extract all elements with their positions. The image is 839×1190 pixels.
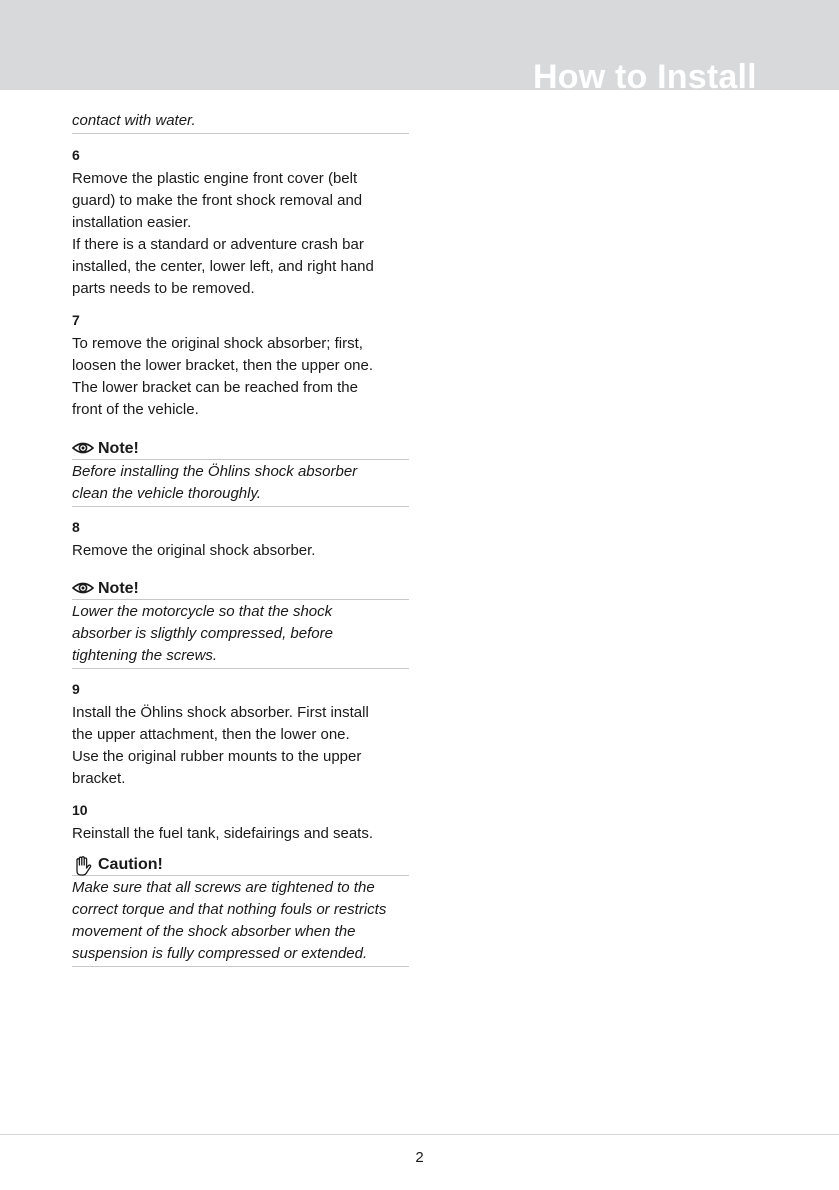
footer-divider — [0, 1134, 839, 1135]
text-line: tightening the screws. — [72, 647, 218, 664]
eye-icon — [72, 580, 94, 598]
step-10 — [72, 799, 409, 845]
text-line: absorber is sligthly compressed, before — [72, 625, 333, 642]
note-text — [72, 460, 409, 507]
step-number: 10 — [72, 802, 88, 818]
continuation-text: contact with water. — [72, 110, 409, 134]
note-text — [72, 600, 409, 669]
text-line: parts needs to be removed. — [72, 280, 255, 297]
text-line: loosen the lower bracket, then the upper one. — [72, 357, 374, 374]
text-line: installed, the center, lower left, and right hand — [72, 258, 374, 275]
page-title: How to Install — [533, 58, 757, 90]
eye-icon — [72, 440, 94, 458]
text-line: front of the vehicle. — [72, 401, 199, 418]
text-line: Before installing the Öhlins shock absorber — [72, 463, 358, 480]
note-title: Note! — [98, 580, 139, 597]
step-text — [72, 333, 409, 421]
text-line: bracket. — [72, 770, 126, 787]
caution-heading — [72, 855, 409, 876]
text-line: movement of the shock absorber when the — [72, 923, 356, 940]
text-line: suspension is fully compressed or extended. — [72, 945, 368, 962]
text-line: Reinstall the fuel tank, sidefairings and seats. — [72, 825, 374, 842]
step-number: 7 — [72, 312, 80, 328]
note-box — [72, 439, 409, 507]
caution-box — [72, 855, 409, 967]
step-number: 9 — [72, 681, 80, 697]
text-line: The lower bracket can be reached from the — [72, 379, 358, 396]
page-number: 2 — [415, 1149, 424, 1166]
step-number: 8 — [72, 519, 80, 535]
step-text — [72, 540, 409, 562]
note-heading — [72, 579, 409, 600]
step-text — [72, 823, 409, 845]
text-line: Make sure that all screws are tightened to the — [72, 879, 375, 896]
text-line: guard) to make the front shock removal and — [72, 192, 363, 209]
text-line: Install the Öhlins shock absorber. First install — [72, 704, 369, 721]
caution-text — [72, 876, 409, 967]
note-heading — [72, 439, 409, 460]
step-7 — [72, 309, 409, 421]
caution-title: Caution! — [98, 856, 163, 873]
note-box — [72, 579, 409, 669]
step-9 — [72, 678, 409, 790]
step-6 — [72, 144, 409, 300]
step-number: 6 — [72, 147, 80, 163]
text-line: correct torque and that nothing fouls or restricts — [72, 901, 387, 918]
note-title: Note! — [98, 440, 139, 457]
text-line: If there is a standard or adventure crash bar — [72, 236, 364, 253]
text-line: clean the vehicle thoroughly. — [72, 485, 262, 502]
step-text — [72, 168, 409, 300]
hand-icon — [72, 856, 94, 874]
text-line: Remove the plastic engine front cover (belt — [72, 170, 358, 187]
header-band — [0, 0, 839, 90]
text-line: installation easier. — [72, 214, 192, 231]
text-line: Remove the original shock absorber. — [72, 542, 316, 559]
step-text — [72, 702, 409, 790]
text-line: Use the original rubber mounts to the upper — [72, 748, 362, 765]
text-line: Lower the motorcycle so that the shock — [72, 603, 333, 620]
step-8 — [72, 516, 409, 562]
text-line: the upper attachment, then the lower one. — [72, 726, 350, 743]
text-line: To remove the original shock absorber; first, — [72, 335, 363, 352]
instructions-column — [72, 110, 409, 967]
